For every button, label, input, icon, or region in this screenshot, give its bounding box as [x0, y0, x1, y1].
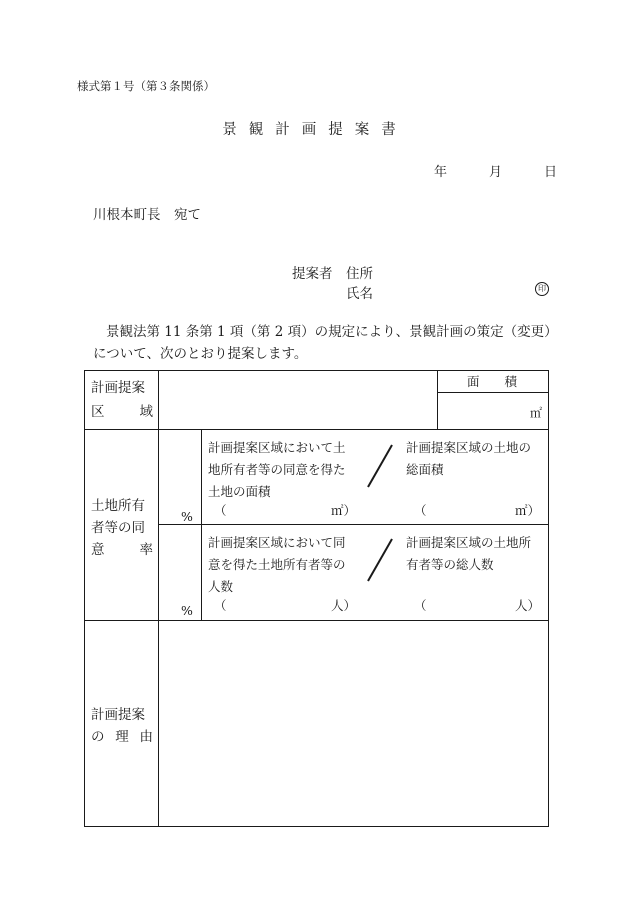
row-divider-consent — [85, 620, 548, 621]
reason-label-line2 — [91, 726, 153, 748]
area-label-line1: 計画提案 — [91, 380, 145, 396]
consent-row-divider — [158, 524, 548, 525]
label-column-divider — [158, 371, 159, 826]
people-consent-percent: % — [181, 603, 193, 618]
date-day-label: 日 — [544, 165, 558, 180]
consent-label-line3 — [91, 539, 153, 561]
area-numerator-open: （ — [214, 503, 227, 518]
people-numerator-line: 人数 — [208, 579, 234, 594]
people-numerator-unit: 人） — [331, 598, 357, 613]
area-consent-percent: % — [181, 509, 193, 524]
area-numerator-line: 計画提案区域において土 — [208, 440, 346, 455]
reason-label-char: の — [91, 729, 105, 745]
area-column-divider — [437, 371, 438, 429]
consent-label-char: 意 — [91, 542, 105, 558]
people-denominator-line: 有者等の総人数 — [406, 557, 494, 572]
consent-label-line1: 土地所有 — [91, 498, 145, 514]
area-denominator-unit: ㎡） — [515, 503, 541, 518]
name-label: 氏名 — [346, 286, 373, 302]
address-label: 住所 — [346, 266, 373, 282]
area-unit: ㎡ — [530, 406, 543, 420]
area-numerator-line: 地所有者等の同意を得た — [208, 462, 346, 477]
area-label-char: 域 — [139, 404, 153, 420]
proposer-label: 提案者 — [292, 266, 333, 282]
form-number: 様式第１号（第３条関係） — [77, 79, 215, 93]
area-numerator-line: 土地の面積 — [208, 484, 271, 499]
reason-label-char: 理 — [115, 729, 129, 745]
people-denominator-line: 計画提案区域の土地所 — [406, 535, 532, 550]
document-title: 景観計画提案書 — [222, 122, 408, 138]
area-header: 面 積 — [467, 374, 518, 389]
people-numerator-open: （ — [214, 598, 227, 613]
date-year-label: 年 — [434, 165, 448, 180]
area-label-char: 区 — [91, 404, 105, 420]
seal-mark: 印 — [535, 282, 549, 296]
proposal-table — [84, 370, 549, 827]
body-paragraph: 景観法第 11 条第 1 項（第 2 項）の規定により、景観計画の策定（変更）について、次のとおり提案します。 — [93, 324, 558, 362]
fraction-slash-icon — [365, 443, 395, 489]
reason-label-line1: 計画提案 — [91, 707, 145, 723]
consent-label-char: 率 — [139, 542, 153, 558]
area-denominator-open: （ — [414, 503, 427, 518]
date-month-label: 月 — [489, 165, 503, 180]
area-numerator-unit: ㎡） — [331, 503, 357, 518]
reason-label-char: 由 — [139, 729, 153, 745]
row-divider-area — [85, 429, 548, 430]
area-label-line2 — [91, 401, 153, 423]
people-numerator-line: 計画提案区域において同 — [208, 535, 346, 550]
fraction-slash-icon — [365, 537, 395, 583]
consent-label-line2: 者等の同 — [91, 520, 145, 536]
area-denominator-line: 計画提案区域の土地の — [406, 440, 532, 455]
area-denominator-line: 総面積 — [406, 462, 444, 477]
addressee: 川根本町長 宛て — [93, 207, 201, 223]
people-denominator-open: （ — [414, 598, 427, 613]
people-denominator-unit: 人） — [515, 598, 541, 613]
people-numerator-line: 意を得た土地所有者等の — [208, 557, 346, 572]
